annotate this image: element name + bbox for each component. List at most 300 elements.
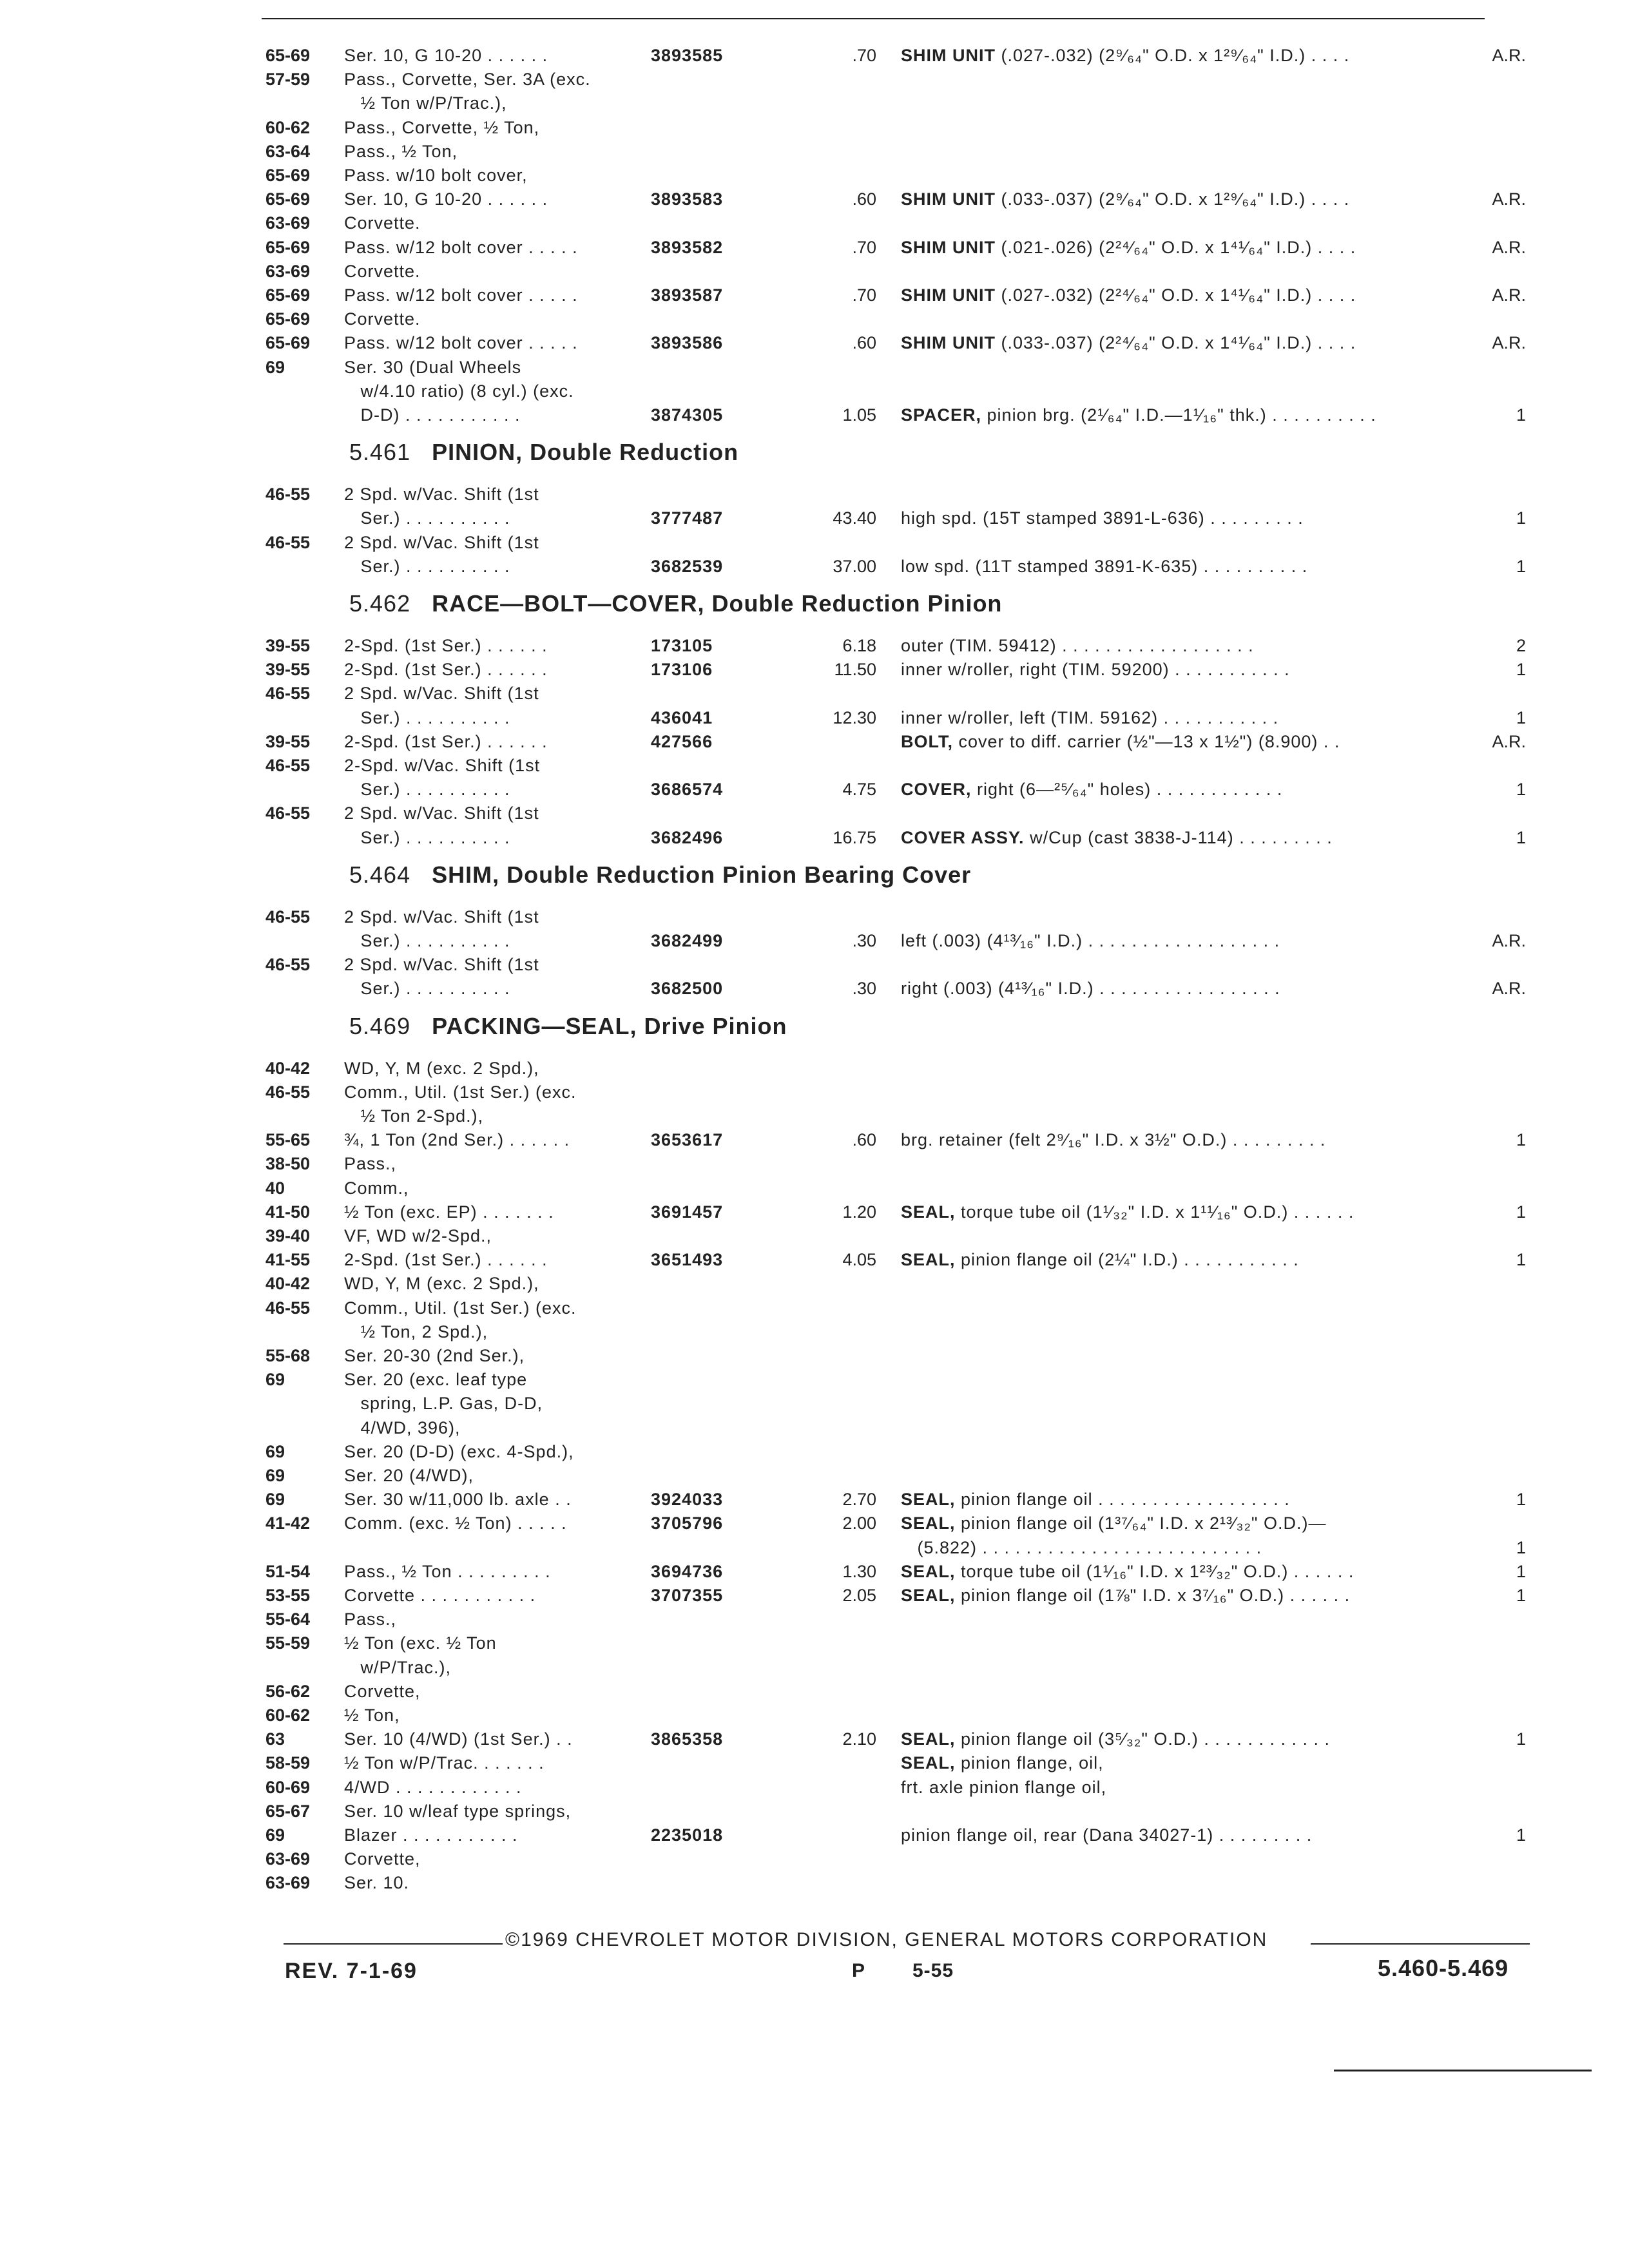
quantity: 1 xyxy=(1516,660,1526,680)
model-application: ½ Ton 2-Spd.), xyxy=(344,1106,484,1126)
part-description xyxy=(901,1510,1327,1536)
parts-row xyxy=(0,1343,1629,1369)
parts-row xyxy=(0,378,1629,404)
model-application: WD, Y, M (exc. 2 Spd.), xyxy=(344,1058,539,1078)
part-description xyxy=(901,330,1356,356)
model-application: Ser. 10 (4/WD) (1st Ser.) . . xyxy=(344,1729,573,1749)
quantity: 1 xyxy=(1516,1490,1526,1510)
parts-row xyxy=(0,330,1629,356)
quantity: 2 xyxy=(1516,636,1526,655)
model-application: Ser. 20 (D-D) (exc. 4-Spd.), xyxy=(344,1441,574,1461)
model-years: 46-55 xyxy=(265,684,311,704)
part-number: 3777487 xyxy=(651,508,724,528)
part-number: 3682499 xyxy=(651,931,724,950)
model-application: D-D) . . . . . . . . . . . xyxy=(344,405,521,425)
list-price: 1.05 xyxy=(842,405,876,425)
part-name-keyword: SPACER, xyxy=(901,405,982,425)
part-name-keyword: SHIM UNIT xyxy=(901,237,996,257)
parts-row xyxy=(0,680,1629,706)
footer-rule-left xyxy=(284,1943,503,1945)
parts-row xyxy=(0,753,1629,778)
part-description-detail: pinion flange oil (3⁵⁄₃₂" O.D.) . . . . . . . . . . . . xyxy=(955,1729,1330,1749)
model-years: 65-69 xyxy=(265,189,311,209)
part-number: 3893582 xyxy=(651,237,724,257)
model-years: 40-42 xyxy=(265,1058,311,1078)
model-application: Ser.) . . . . . . . . . . xyxy=(344,979,510,999)
part-description: pinion flange oil, rear (Dana 34027-1) . . . . . . . . . xyxy=(901,1825,1313,1845)
part-name-keyword: SEAL, xyxy=(901,1586,956,1605)
quantity: A.R. xyxy=(1492,189,1526,209)
model-application: Ser.) . . . . . . . . . . xyxy=(344,931,510,950)
part-name-keyword: SHIM UNIT xyxy=(901,46,996,65)
part-description-detail: pinion flange oil (2¼" I.D.) . . . . . . . . . . . xyxy=(955,1250,1299,1270)
model-years: 38-50 xyxy=(265,1154,311,1174)
parts-row xyxy=(0,729,1629,754)
part-description: low spd. (11T stamped 3891-K-635) . . . . . . . . . . xyxy=(901,556,1308,576)
part-description xyxy=(901,43,1349,68)
model-years: 63-64 xyxy=(265,141,311,161)
model-years: 55-64 xyxy=(265,1610,311,1629)
list-price: 12.30 xyxy=(833,707,876,727)
model-years: 46-55 xyxy=(265,1082,311,1102)
model-years: 46-55 xyxy=(265,1298,311,1318)
list-price: 1.20 xyxy=(842,1202,876,1222)
parts-row xyxy=(0,1367,1629,1392)
quantity: A.R. xyxy=(1492,46,1526,65)
model-application: 2 Spd. w/Vac. Shift (1st xyxy=(344,532,539,552)
model-years: 46-55 xyxy=(265,907,311,927)
model-application: spring, L.P. Gas, D-D, xyxy=(344,1394,543,1414)
model-years: 53-55 xyxy=(265,1586,311,1605)
section-title: SHIM, Double Reduction Pinion Bearing Cover xyxy=(432,861,972,888)
part-name-keyword: SHIM UNIT xyxy=(901,333,996,353)
model-years: 39-55 xyxy=(265,731,311,751)
part-number: 3705796 xyxy=(651,1514,724,1533)
part-number: 3651493 xyxy=(651,1250,724,1270)
quantity: 1 xyxy=(1516,707,1526,727)
quantity: 1 xyxy=(1516,1825,1526,1845)
parts-row xyxy=(0,354,1629,380)
part-description xyxy=(901,1199,1354,1225)
model-years: 39-55 xyxy=(265,636,311,655)
model-application: 2-Spd. (1st Ser.) . . . . . . xyxy=(344,660,548,680)
model-years: 69 xyxy=(265,1466,285,1485)
model-application: Pass., xyxy=(344,1154,397,1174)
model-application: Ser. 30 (Dual Wheels xyxy=(344,357,522,377)
part-description-detail: torque tube oil (1¹⁄₁₆" I.D. x 1²³⁄₃₂" O.D.) . . . . . . xyxy=(955,1561,1354,1581)
parts-row xyxy=(0,282,1629,308)
quantity: A.R. xyxy=(1492,979,1526,999)
model-application: 2 Spd. w/Vac. Shift (1st xyxy=(344,955,539,975)
part-number: 3893583 xyxy=(651,189,724,209)
part-name-keyword: SEAL, xyxy=(901,1250,956,1270)
quantity: 1 xyxy=(1516,1561,1526,1581)
model-application: ½ Ton (exc. ½ Ton xyxy=(344,1633,497,1653)
model-years: 69 xyxy=(265,357,285,377)
part-description-detail: (.021-.026) (2²⁴⁄₆₄" O.D. x 1⁴¹⁄₆₄" I.D.) . . . . xyxy=(996,237,1356,257)
part-description: inner w/roller, right (TIM. 59200) . . . . . . . . . . . xyxy=(901,660,1290,680)
part-description-detail: cover to diff. carrier (½"—13 x 1½") (8.900) . . xyxy=(953,731,1340,751)
model-years: 65-69 xyxy=(265,166,311,185)
model-years: 57-59 xyxy=(265,70,311,90)
model-years: 46-55 xyxy=(265,955,311,975)
part-description-detail: torque tube oil (1¹⁄₃₂" I.D. x 1¹¹⁄₁₆" O.D.) . . . . . . xyxy=(955,1202,1354,1222)
model-application: Pass., ½ Ton . . . . . . . . . xyxy=(344,1561,551,1581)
part-description-detail: (.027-.032) (2⁹⁄₆₄" O.D. x 1²⁹⁄₆₄" I.D.) . . . . xyxy=(996,46,1350,65)
model-application: 2-Spd. (1st Ser.) . . . . . . xyxy=(344,1250,548,1270)
parts-row xyxy=(0,235,1629,260)
parts-row xyxy=(0,43,1629,68)
model-years: 63 xyxy=(265,1729,285,1749)
parts-row xyxy=(0,904,1629,930)
part-number: 3893587 xyxy=(651,285,724,305)
part-description-detail: pinion flange oil . . . . . . . . . . . . . . . . . . xyxy=(955,1490,1290,1510)
part-name-keyword: COVER ASSY. xyxy=(901,827,1025,847)
model-application: 2 Spd. w/Vac. Shift (1st xyxy=(344,907,539,927)
model-years: 63-69 xyxy=(265,213,311,233)
page-number: 5-55 xyxy=(912,1960,954,1981)
part-description-detail: (.027-.032) (2²⁴⁄₆₄" O.D. x 1⁴¹⁄₆₄" I.D.) . . . . xyxy=(996,285,1356,305)
parts-row xyxy=(0,1247,1629,1273)
list-price: 2.00 xyxy=(842,1514,876,1533)
copyright-line: ©1969 CHEVROLET MOTOR DIVISION, GENERAL MOTORS CORPORATION xyxy=(505,1929,1268,1950)
model-years: 58-59 xyxy=(265,1753,311,1773)
list-price: .30 xyxy=(852,931,876,950)
model-application: Ser.) . . . . . . . . . . xyxy=(344,556,510,576)
parts-row xyxy=(0,306,1629,332)
part-number: 3686574 xyxy=(651,780,724,800)
part-number: 3653617 xyxy=(651,1130,724,1150)
list-price: 16.75 xyxy=(833,827,876,847)
part-description-detail: right (6—²⁵⁄₆₄" holes) . . . . . . . . . . . . xyxy=(971,780,1283,800)
parts-row xyxy=(0,1319,1629,1345)
model-application: Ser. 10, G 10-20 . . . . . . xyxy=(344,46,548,65)
model-application: 2-Spd. (1st Ser.) . . . . . . xyxy=(344,636,548,655)
part-number: 3694736 xyxy=(651,1561,724,1581)
model-application: Ser. 30 w/11,000 lb. axle . . xyxy=(344,1490,572,1510)
parts-row xyxy=(0,1439,1629,1465)
model-application: 2-Spd. (1st Ser.) . . . . . . xyxy=(344,731,548,751)
model-years: 39-40 xyxy=(265,1226,311,1245)
parts-row xyxy=(0,1678,1629,1704)
quantity: 1 xyxy=(1516,1202,1526,1222)
parts-row xyxy=(0,1151,1629,1177)
parts-row xyxy=(0,481,1629,507)
model-years: 46-55 xyxy=(265,532,311,552)
quantity: A.R. xyxy=(1492,237,1526,257)
parts-row xyxy=(0,258,1629,284)
page-letter: P xyxy=(852,1960,865,1981)
model-years: 65-69 xyxy=(265,46,311,65)
model-application: 2 Spd. w/Vac. Shift (1st xyxy=(344,684,539,704)
model-application: Ser.) . . . . . . . . . . xyxy=(344,707,510,727)
part-description: inner w/roller, left (TIM. 59162) . . . . . . . . . . . xyxy=(901,707,1279,727)
parts-row xyxy=(0,1223,1629,1249)
list-price: 2.10 xyxy=(842,1729,876,1749)
list-price: 6.18 xyxy=(842,636,876,655)
part-description xyxy=(901,1582,1350,1608)
part-number: 427566 xyxy=(651,731,713,751)
part-name-keyword: SHIM UNIT xyxy=(901,189,996,209)
model-years: 63-69 xyxy=(265,1849,311,1869)
part-description xyxy=(901,402,1376,428)
part-number: 3682539 xyxy=(651,556,724,576)
section-title: PACKING—SEAL, Drive Pinion xyxy=(432,1012,787,1039)
model-application: Comm. (exc. ½ Ton) . . . . . xyxy=(344,1514,567,1533)
part-description-detail: pinion flange oil (1⅞" I.D. x 3⁷⁄₁₆" O.D.) . . . . . . xyxy=(955,1586,1351,1605)
parts-row xyxy=(0,1726,1629,1752)
model-years: 55-68 xyxy=(265,1346,311,1365)
model-years: 41-55 xyxy=(265,1250,311,1270)
parts-row xyxy=(0,975,1629,1001)
model-years: 69 xyxy=(265,1490,285,1510)
model-application: Pass., Corvette, ½ Ton, xyxy=(344,117,540,137)
model-application: ½ Ton, xyxy=(344,1706,400,1725)
model-application: Ser. 20 (4/WD), xyxy=(344,1466,474,1485)
model-years: 40-42 xyxy=(265,1274,311,1294)
parts-row xyxy=(0,1750,1629,1776)
parts-row xyxy=(0,1535,1629,1561)
model-application: Ser. 10. xyxy=(344,1873,410,1893)
model-years: 41-50 xyxy=(265,1202,311,1222)
part-number: 173105 xyxy=(651,636,713,655)
model-application: Ser. 20 (exc. leaf type xyxy=(344,1370,528,1390)
model-application: Corvette, xyxy=(344,1681,421,1701)
parts-row xyxy=(0,1798,1629,1824)
part-description-detail: w/Cup (cast 3838-J-114) . . . . . . . . . xyxy=(1024,827,1333,847)
part-name-keyword: SEAL, xyxy=(901,1561,956,1581)
part-description: frt. axle pinion flange oil, xyxy=(901,1777,1107,1797)
model-application: Ser. 10 w/leaf type springs, xyxy=(344,1801,572,1821)
model-application: 2 Spd. w/Vac. Shift (1st xyxy=(344,485,539,505)
part-description xyxy=(901,825,1333,850)
quantity: A.R. xyxy=(1492,333,1526,353)
list-price: 2.05 xyxy=(842,1586,876,1605)
part-description xyxy=(901,776,1282,802)
parts-row xyxy=(0,1846,1629,1872)
part-description xyxy=(901,282,1356,308)
part-description-detail: pinion flange, oil, xyxy=(955,1753,1104,1773)
model-application: ½ Ton, 2 Spd.), xyxy=(344,1321,488,1341)
part-name-keyword: SEAL, xyxy=(901,1729,956,1749)
model-years: 46-55 xyxy=(265,485,311,505)
model-application: Comm., xyxy=(344,1178,409,1198)
quantity: 1 xyxy=(1516,508,1526,528)
part-name-keyword: SEAL, xyxy=(901,1490,956,1510)
list-price: 11.50 xyxy=(834,660,876,680)
parts-row xyxy=(0,1702,1629,1728)
parts-row xyxy=(0,1271,1629,1296)
model-application: 4/WD . . . . . . . . . . . . xyxy=(344,1777,522,1797)
parts-row xyxy=(0,139,1629,164)
quantity: 1 xyxy=(1516,1130,1526,1150)
model-years: 40 xyxy=(265,1178,285,1198)
section-heading xyxy=(349,588,1251,620)
part-description: right (.003) (4¹³⁄₁₆" I.D.) . . . . . . . . . . . . . . . . . xyxy=(901,979,1280,999)
parts-row xyxy=(0,162,1629,188)
model-years: 55-59 xyxy=(265,1633,311,1653)
model-application: Comm., Util. (1st Ser.) (exc. xyxy=(344,1082,577,1102)
list-price: .70 xyxy=(852,285,876,305)
part-description xyxy=(901,729,1340,754)
section-title: PINION, Double Reduction xyxy=(432,439,739,466)
model-application: ¾, 1 Ton (2nd Ser.) . . . . . . xyxy=(344,1130,570,1150)
section-number: 5.469 xyxy=(349,1012,411,1039)
parts-row xyxy=(0,1463,1629,1488)
parts-row xyxy=(0,553,1629,579)
quantity: A.R. xyxy=(1492,931,1526,950)
model-application: w/P/Trac.), xyxy=(344,1657,452,1677)
parts-row xyxy=(0,186,1629,212)
model-application: w/4.10 ratio) (8 cyl.) (exc. xyxy=(344,381,574,401)
section-range: 5.460-5.469 xyxy=(1378,1955,1509,1981)
model-years: 51-54 xyxy=(265,1561,311,1581)
part-description xyxy=(901,186,1349,212)
parts-row xyxy=(0,530,1629,555)
list-price: 37.00 xyxy=(833,556,876,576)
parts-row xyxy=(0,1774,1629,1800)
part-name-keyword: SEAL, xyxy=(901,1514,956,1533)
parts-row xyxy=(0,66,1629,92)
model-application: Ser. 10, G 10-20 . . . . . . xyxy=(344,189,548,209)
part-description-detail: pinion flange oil (1³⁷⁄₆₄" I.D. x 2¹³⁄₃₂" O.D.)— xyxy=(955,1514,1327,1533)
part-description xyxy=(901,235,1356,260)
model-years: 46-55 xyxy=(265,803,311,823)
part-description xyxy=(901,1559,1354,1584)
model-years: 56-62 xyxy=(265,1681,311,1701)
part-number: 3893586 xyxy=(651,333,724,353)
parts-row xyxy=(0,210,1629,236)
quantity: 1 xyxy=(1516,1586,1526,1605)
parts-row xyxy=(0,1390,1629,1416)
parts-row xyxy=(0,633,1629,658)
part-name-keyword: COVER, xyxy=(901,780,972,800)
section-heading xyxy=(349,1010,1251,1043)
part-number: 3691457 xyxy=(651,1202,724,1222)
parts-row xyxy=(0,1606,1629,1632)
part-name-keyword: SEAL, xyxy=(901,1202,956,1222)
list-price: .70 xyxy=(852,237,876,257)
part-description: left (.003) (4¹³⁄₁₆" I.D.) . . . . . . . . . . . . . . . . . . xyxy=(901,931,1280,950)
model-application: ½ Ton w/P/Trac.), xyxy=(344,93,507,113)
part-number: 3682496 xyxy=(651,827,724,847)
part-number: 3874305 xyxy=(651,405,724,425)
part-number: 3682500 xyxy=(651,979,724,999)
revision-date: REV. 7-1-69 xyxy=(285,1959,418,1983)
model-application: Corvette . . . . . . . . . . . xyxy=(344,1586,536,1605)
parts-row xyxy=(0,1199,1629,1225)
parts-row xyxy=(0,505,1629,531)
part-description-detail: pinion brg. (2¹⁄₆₄" I.D.—1¹⁄₁₆" thk.) . . . . . . . . . . xyxy=(981,405,1376,425)
model-application: Pass. w/12 bolt cover . . . . . xyxy=(344,285,578,305)
section-title: RACE—BOLT—COVER, Double Reduction Pinion xyxy=(432,590,1003,617)
model-application: Corvette. xyxy=(344,309,421,329)
parts-row xyxy=(0,1655,1629,1680)
parts-row xyxy=(0,1486,1629,1512)
part-description xyxy=(901,1486,1290,1512)
list-price: 43.40 xyxy=(833,508,876,528)
part-description xyxy=(901,1247,1299,1273)
quantity: A.R. xyxy=(1492,285,1526,305)
list-price: .60 xyxy=(852,189,876,209)
quantity: 1 xyxy=(1516,405,1526,425)
model-years: 65-69 xyxy=(265,333,311,353)
parts-row xyxy=(0,1870,1629,1896)
part-number: 3707355 xyxy=(651,1586,724,1605)
list-price: 1.30 xyxy=(842,1561,876,1581)
model-years: 39-55 xyxy=(265,660,311,680)
section-number: 5.464 xyxy=(349,861,411,888)
model-application: ½ Ton (exc. EP) . . . . . . . xyxy=(344,1202,554,1222)
quantity: 1 xyxy=(1516,780,1526,800)
model-application: Pass. w/12 bolt cover . . . . . xyxy=(344,333,578,353)
quantity: 1 xyxy=(1516,1537,1526,1557)
quantity: 1 xyxy=(1516,1250,1526,1270)
part-name-keyword: SHIM UNIT xyxy=(901,285,996,305)
model-application: 2 Spd. w/Vac. Shift (1st xyxy=(344,803,539,823)
parts-row xyxy=(0,1295,1629,1321)
parts-row xyxy=(0,952,1629,977)
list-price: .60 xyxy=(852,333,876,353)
section-heading xyxy=(349,436,1251,468)
parts-row xyxy=(0,1822,1629,1848)
list-price: .30 xyxy=(852,979,876,999)
part-name-keyword: SEAL, xyxy=(901,1753,956,1773)
section-heading xyxy=(349,859,1251,891)
parts-row xyxy=(0,1582,1629,1608)
part-number: 2235018 xyxy=(651,1825,724,1845)
parts-row xyxy=(0,1103,1629,1129)
list-price: 4.75 xyxy=(842,780,876,800)
part-description-detail: (.033-.037) (2²⁴⁄₆₄" O.D. x 1⁴¹⁄₆₄" I.D.) . . . . xyxy=(996,333,1356,353)
list-price: 2.70 xyxy=(842,1490,876,1510)
parts-row xyxy=(0,1079,1629,1105)
model-years: 60-69 xyxy=(265,1777,311,1797)
part-name-keyword: BOLT, xyxy=(901,731,953,751)
model-application: WD, Y, M (exc. 2 Spd.), xyxy=(344,1274,539,1294)
model-application: Pass. w/10 bolt cover, xyxy=(344,166,528,185)
list-price: .70 xyxy=(852,46,876,65)
parts-row xyxy=(0,928,1629,954)
part-description: outer (TIM. 59412) . . . . . . . . . . . . . . . . . . xyxy=(901,636,1254,655)
model-application: Comm., Util. (1st Ser.) (exc. xyxy=(344,1298,577,1318)
footer-rule-right xyxy=(1311,1943,1530,1945)
model-years: 46-55 xyxy=(265,756,311,775)
quantity: 1 xyxy=(1516,1729,1526,1749)
model-years: 41-42 xyxy=(265,1514,311,1533)
model-years: 55-65 xyxy=(265,1130,311,1150)
parts-row xyxy=(0,1559,1629,1584)
parts-row xyxy=(0,1175,1629,1201)
model-application: Blazer . . . . . . . . . . . xyxy=(344,1825,518,1845)
part-description xyxy=(901,1726,1330,1752)
part-description: high spd. (15T stamped 3891-L-636) . . . . . . . . . xyxy=(901,508,1304,528)
quantity: 1 xyxy=(1516,556,1526,576)
model-application: Corvette. xyxy=(344,261,421,281)
model-application: Ser.) . . . . . . . . . . xyxy=(344,508,510,528)
model-years: 60-62 xyxy=(265,117,311,137)
model-application: Pass. w/12 bolt cover . . . . . xyxy=(344,237,578,257)
parts-row xyxy=(0,825,1629,850)
parts-row xyxy=(0,1630,1629,1656)
list-price: 4.05 xyxy=(842,1250,876,1270)
quantity: 1 xyxy=(1516,827,1526,847)
parts-row xyxy=(0,1055,1629,1081)
parts-row xyxy=(0,657,1629,682)
model-years: 65-69 xyxy=(265,285,311,305)
parts-row xyxy=(0,1510,1629,1536)
model-years: 65-67 xyxy=(265,1801,311,1821)
